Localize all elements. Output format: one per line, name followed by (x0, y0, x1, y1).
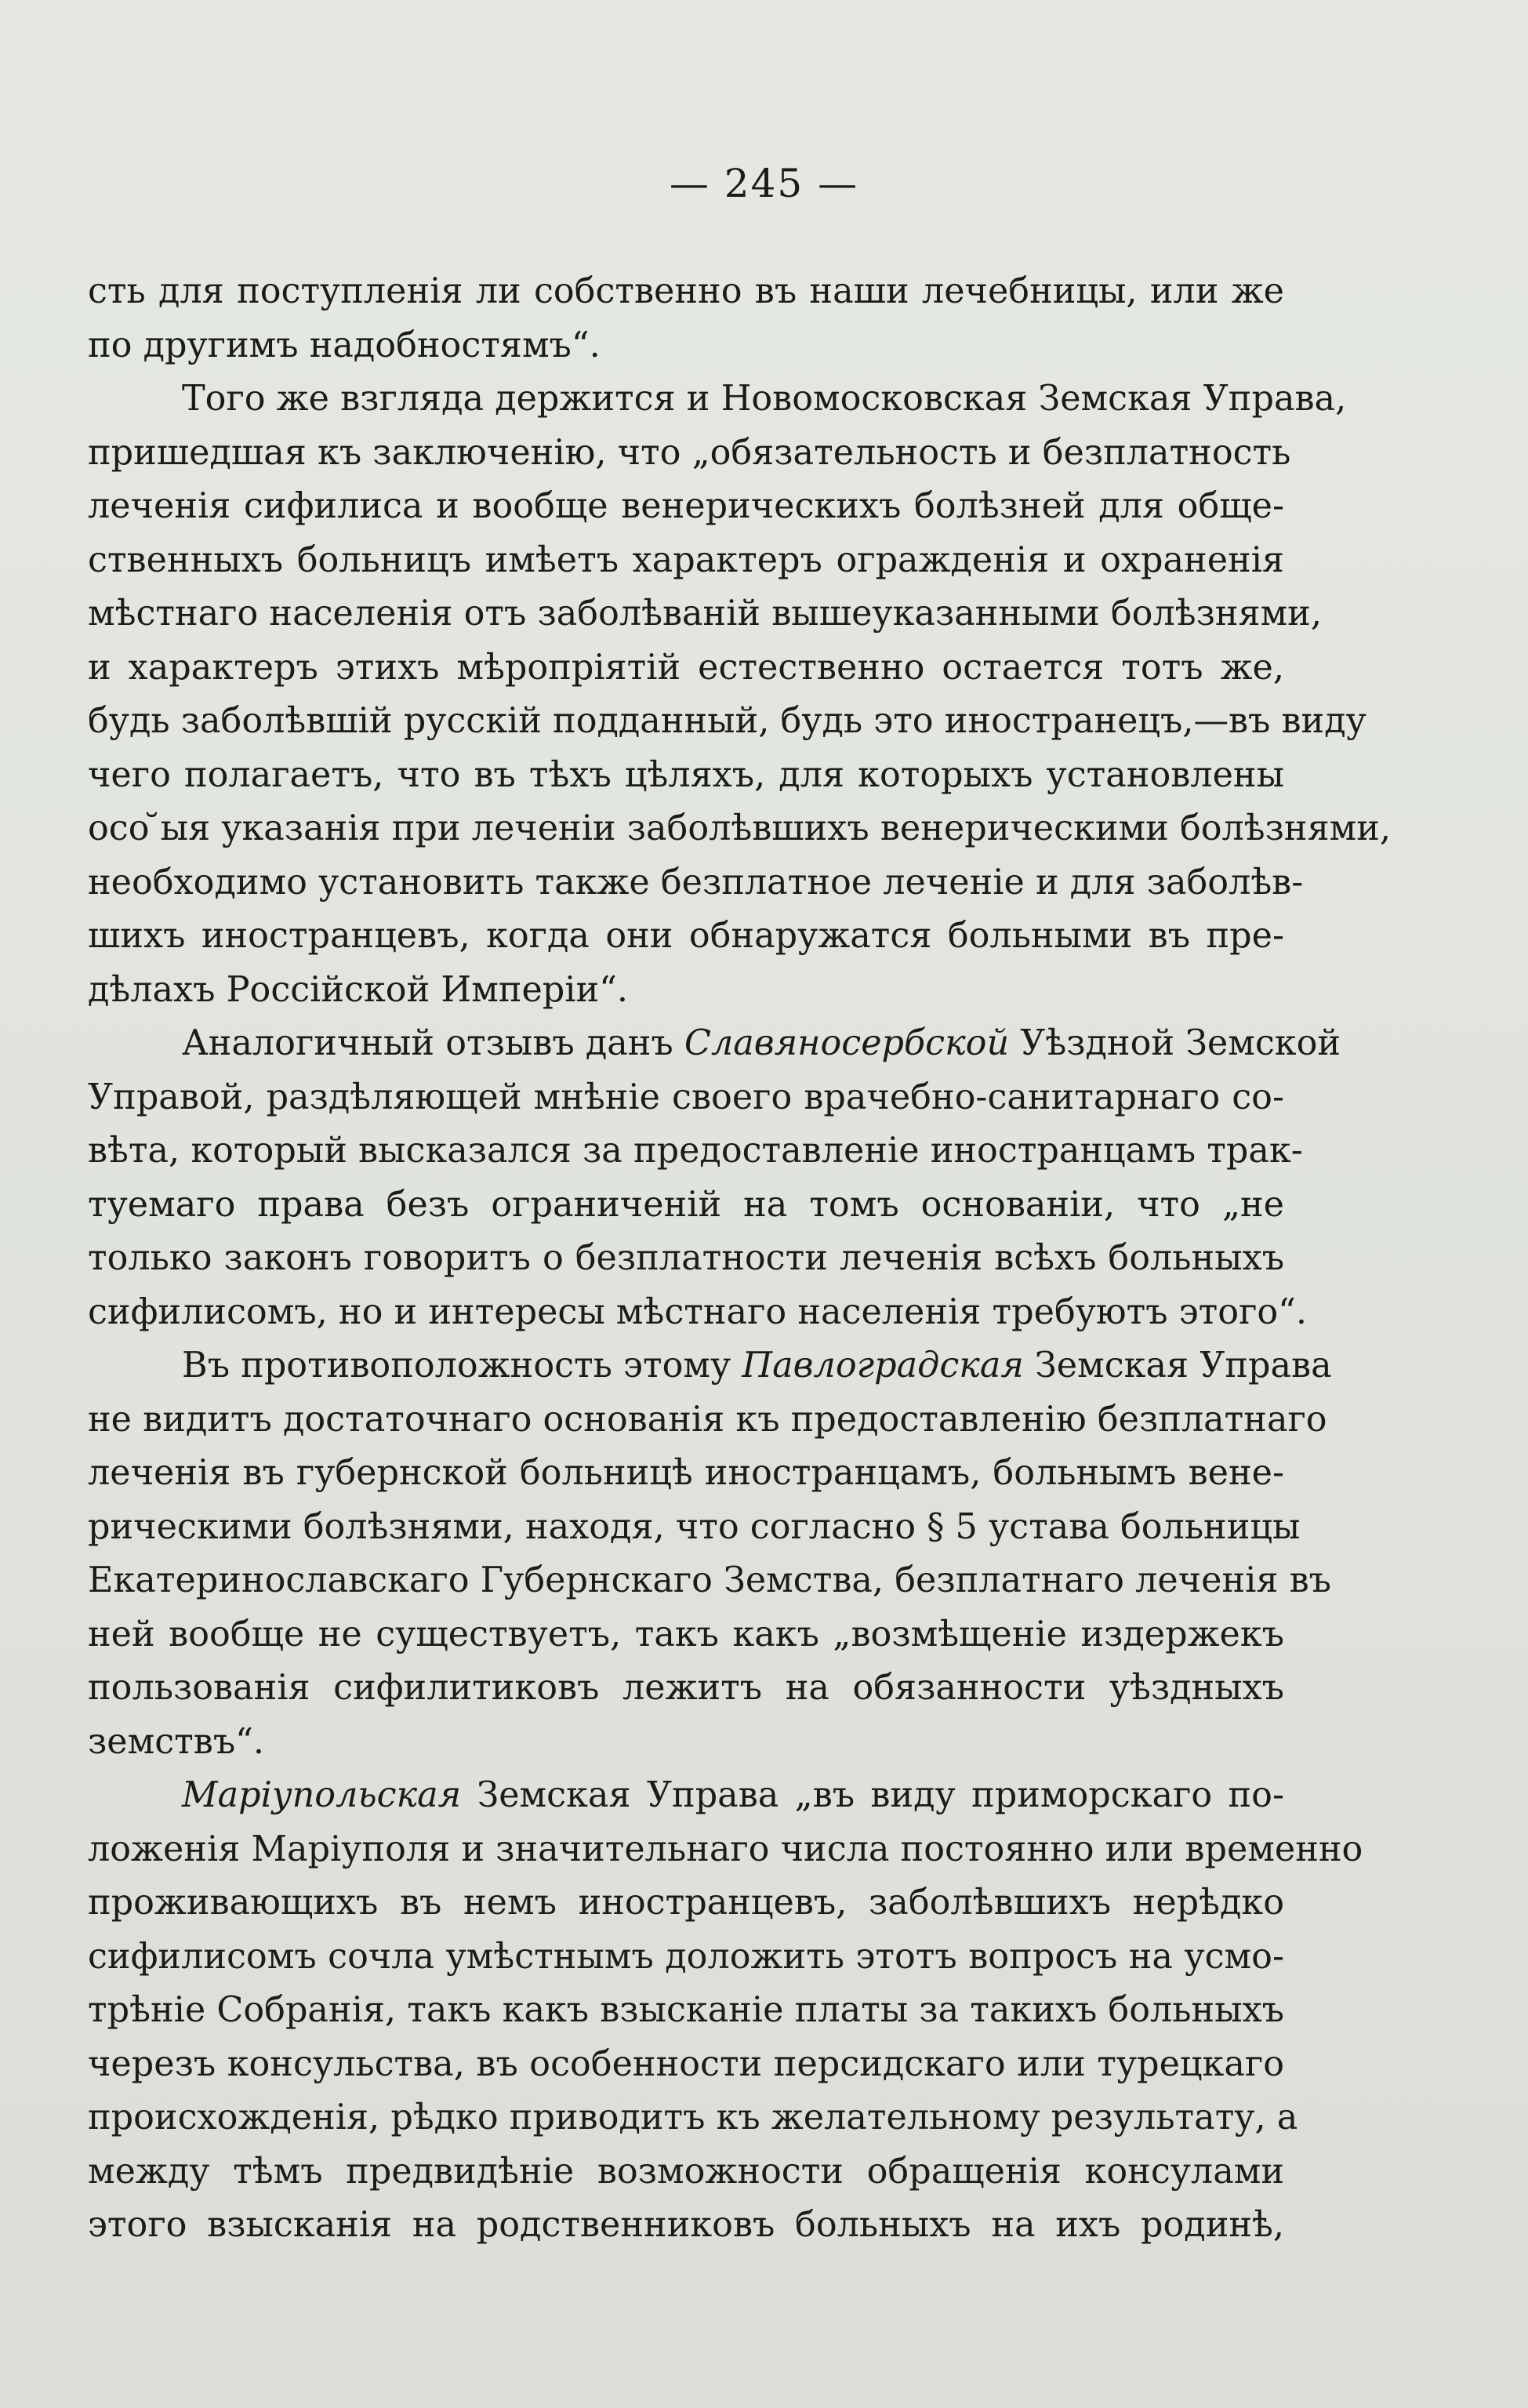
text-run: мѣстнаго населенія отъ заболѣваній вышеуказанными болѣзнями, (88, 594, 1322, 634)
text-line (88, 749, 1284, 803)
text-line (88, 1716, 1284, 1770)
text-line (88, 1393, 1327, 1447)
text-run: Земская Управа „въ виду приморскаго по- (461, 1775, 1284, 1815)
text-run: леченія сифилиса и вообще венерическихъ болѣзней для обще- (88, 486, 1284, 526)
text-line (88, 1608, 1284, 1662)
text-line (88, 1124, 1303, 1179)
text-run: земствъ“. (88, 1721, 265, 1762)
italic-place-name: Славяносербской (684, 1023, 1010, 1063)
italic-place-name: Павлоградская (742, 1346, 1024, 1386)
text-line (88, 802, 1392, 856)
text-run: ложенія Маріуполя и значительнаго числа постоянно или временно (88, 1829, 1363, 1869)
text-line (88, 910, 1284, 964)
text-line (88, 1769, 1284, 1823)
text-run: ней вообще не существуетъ, такъ какъ „возмѣщеніе издержекъ (88, 1614, 1284, 1654)
text-run: этого взысканія на родственниковъ больныхъ на ихъ родинѣ, (88, 2205, 1284, 2245)
text-line (88, 1232, 1284, 1286)
text-line (88, 2038, 1284, 2092)
text-run: между тѣмъ предвидѣніе возможности обращенія консулами (88, 2151, 1284, 2192)
text-line (88, 2091, 1298, 2145)
text-run: чего полагаетъ, что въ тѣхъ цѣляхъ, для которыхъ установлены (88, 754, 1284, 795)
text-run: трѣніе Собранія, такъ какъ взысканіе платы за такихъ больныхъ (88, 1990, 1284, 2030)
text-run: Въ противоположность этому (182, 1346, 742, 1386)
text-run: не видитъ достаточнаго основанія къ предоставленію безплатнаго (88, 1399, 1327, 1440)
text-line (88, 1071, 1284, 1125)
text-line (88, 1286, 1308, 1340)
page-number: — 245 — (669, 161, 859, 206)
text-run: необходимо установить также безплатное леченіе и для заболѣв- (88, 862, 1304, 903)
text-line (88, 1984, 1284, 2038)
text-line (88, 1179, 1284, 1233)
text-run: сифилисомъ, но и интересы мѣстнаго населенія требуютъ этого“. (88, 1291, 1308, 1332)
text-line (88, 695, 1366, 749)
text-line (88, 856, 1304, 910)
text-line (88, 2199, 1284, 2253)
text-line (88, 1823, 1363, 1877)
text-line (88, 1447, 1284, 1501)
text-run: сть для поступленія ли собственно въ наши лечебницы, или же (88, 271, 1284, 311)
text-run: Того же взгляда держится и Новомосковская Земская Управа, (182, 379, 1347, 419)
text-run: Управой, раздѣляющей мнѣніе своего врачебно-санитарнаго со- (88, 1077, 1284, 1117)
text-run: Уѣздной Земской (1009, 1023, 1341, 1063)
text-run: пришедшая къ заключенію, что „обязательность и безплатность (88, 432, 1291, 473)
text-run: будь заболѣвшій русскій подданный, будь это иностранецъ,—въ виду (88, 701, 1366, 741)
body-text (88, 265, 1392, 2253)
text-line (88, 265, 1284, 319)
text-line (88, 427, 1291, 481)
italic-place-name: Маріупольская (182, 1775, 462, 1815)
text-line (88, 1554, 1331, 1608)
text-line (88, 964, 1284, 1018)
text-run: Земская Управа (1023, 1346, 1332, 1386)
text-run: по другимъ надобностямъ“. (88, 325, 601, 365)
text-run: и характеръ этихъ мѣропріятій естественно остается тотъ же, (88, 647, 1284, 688)
text-line (88, 480, 1284, 534)
text-line (88, 1876, 1284, 1930)
text-run: рическими болѣзнями, находя, что согласно § 5 устава больницы (88, 1506, 1301, 1547)
text-run: сифилисомъ сочла умѣстнымъ доложить этотъ вопросъ на усмо- (88, 1936, 1284, 1977)
text-line (88, 1017, 1341, 1071)
text-run: леченія въ губернской больницѣ иностранцамъ, больнымъ вене- (88, 1453, 1284, 1493)
text-run: пользованія сифилитиковъ лежитъ на обязанности уѣздныхъ (88, 1668, 1284, 1708)
text-run: ственныхъ больницъ имѣетъ характеръ огражденія и охраненія (88, 539, 1284, 580)
text-run: дѣлахъ Россійской Имперіи“. (88, 969, 629, 1010)
text-line (88, 319, 1284, 373)
text-run: только законъ говоритъ о безплатности леченія всѣхъ больныхъ (88, 1238, 1284, 1278)
text-line (88, 372, 1347, 427)
text-run: Екатеринославскаго Губернскаго Земства, безплатнаго леченія въ (88, 1560, 1331, 1600)
text-line (88, 641, 1284, 696)
text-line (88, 1662, 1284, 1716)
text-line (88, 587, 1322, 641)
text-line (88, 2145, 1284, 2199)
text-run: шихъ иностранцевъ, когда они обнаружатся больными въ пре- (88, 916, 1284, 956)
text-line (88, 534, 1284, 588)
text-run: Аналогичный отзывъ данъ (182, 1023, 684, 1063)
text-run: вѣта, который высказался за предоставленіе иностранцамъ трак- (88, 1131, 1303, 1171)
text-line (88, 1501, 1301, 1555)
text-run: туемаго права безъ ограниченій на томъ основаніи, что „не (88, 1184, 1284, 1225)
text-line (88, 1339, 1332, 1393)
text-line (88, 1930, 1284, 1985)
text-run: происхожденія, рѣдко приводитъ къ желательному результату, а (88, 2097, 1298, 2137)
text-run: черезъ консульства, въ особенности персидскаго или турецкаго (88, 2043, 1284, 2084)
text-run: проживающихъ въ немъ иностранцевъ, заболѣвшихъ нерѣдко (88, 1883, 1284, 1923)
text-run: осо ̆ыя указанія при леченіи заболѣвшихъ венерическими болѣзнями, (88, 808, 1392, 848)
